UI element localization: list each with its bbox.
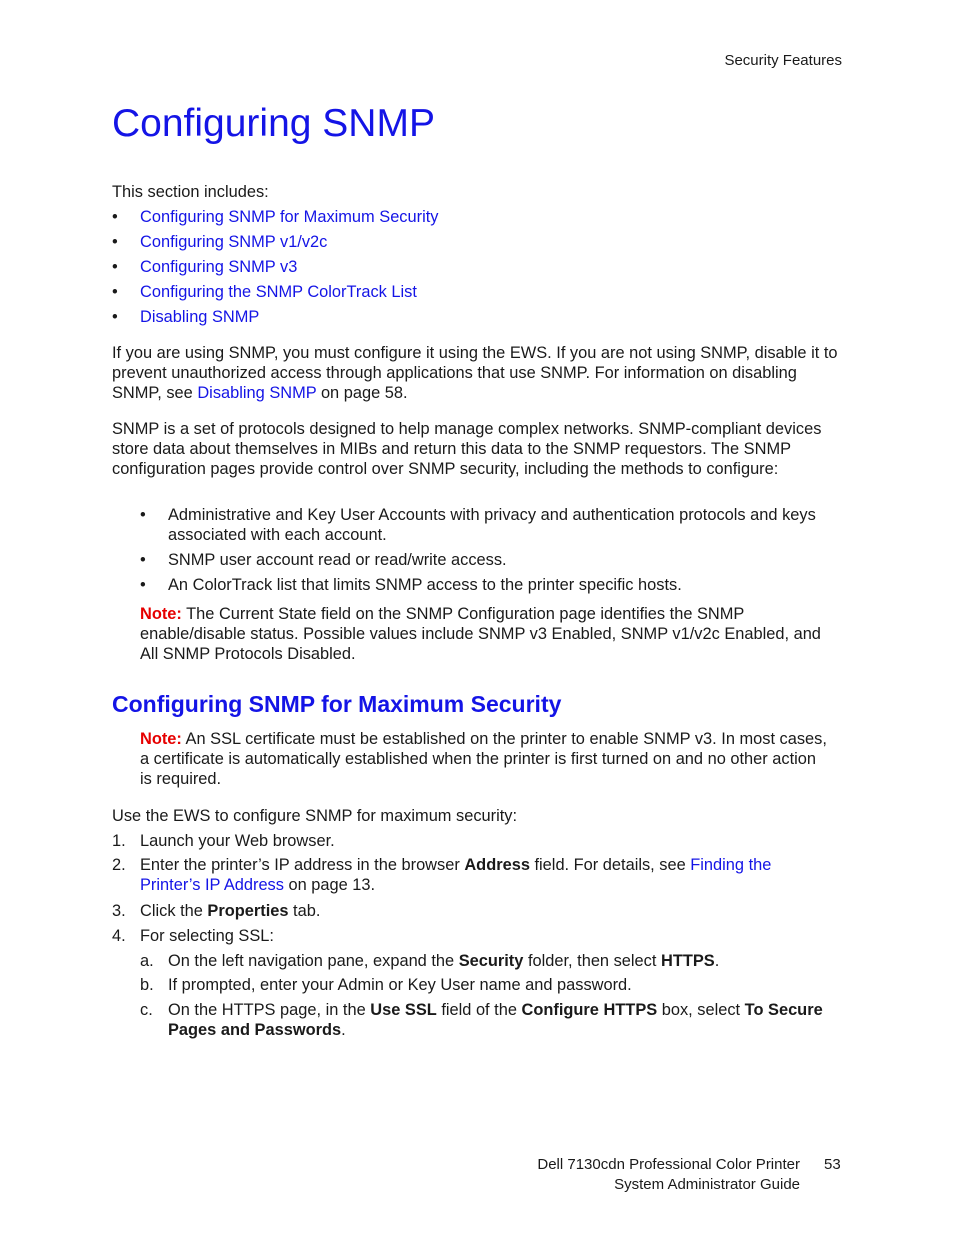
feature-item: An ColorTrack list that limits SNMP access to the printer specific hosts. bbox=[168, 576, 682, 594]
note-ssl bbox=[140, 729, 830, 789]
section-heading: Configuring SNMP for Maximum Security bbox=[112, 691, 562, 717]
bullet-marker: • bbox=[140, 551, 146, 569]
note-text: The Current State field on the SNMP Configuration page identifies the SNMP enable/disable status. Possible values include SNMP v3 Enabled, SNMP v1/v2c Enabled, and All SNMP Protocols Disabled. bbox=[140, 605, 821, 663]
toc-link-colortrack[interactable]: Configuring the SNMP ColorTrack List bbox=[140, 283, 417, 301]
paragraph-text: on page 58. bbox=[316, 384, 408, 402]
ui-term: To Secure Pages and Passwords bbox=[168, 1001, 823, 1039]
step-text: Enter the printer’s IP address in the browser bbox=[140, 856, 465, 874]
toc-link-max-security[interactable]: Configuring SNMP for Maximum Security bbox=[140, 208, 439, 226]
finding-ip-address-link[interactable]: Finding the Printer’s IP Address bbox=[140, 856, 772, 894]
page-footer bbox=[537, 1155, 800, 1195]
step-2 bbox=[140, 855, 820, 895]
substep-c bbox=[168, 1000, 828, 1040]
ui-term: Address bbox=[464, 856, 530, 874]
substep-letter: c. bbox=[140, 1001, 153, 1019]
step-text: . bbox=[341, 1021, 346, 1039]
substep-letter: b. bbox=[140, 976, 154, 994]
page-title: Configuring SNMP bbox=[112, 102, 435, 145]
step-3 bbox=[140, 901, 320, 921]
step-number: 3. bbox=[112, 902, 126, 920]
step-text: tab. bbox=[288, 902, 321, 920]
ui-term: Use SSL bbox=[370, 1001, 437, 1019]
ui-term: HTTPS bbox=[660, 952, 715, 970]
paragraph-text: If you are using SNMP, you must configure it using the EWS. If you are not using SNMP, disable it to prevent unauthorized access through applications that use SNMP. For information on disabling SNMP, see bbox=[112, 344, 838, 402]
substep-b: If prompted, enter your Admin or Key User name and password. bbox=[168, 976, 632, 994]
step-text: On the left navigation pane, expand the bbox=[168, 952, 459, 970]
step-text: On the HTTPS page, in the bbox=[168, 1001, 371, 1019]
note-snmp-state bbox=[140, 604, 840, 664]
feature-item: SNMP user account read or read/write access. bbox=[168, 551, 507, 569]
substep-letter: a. bbox=[140, 952, 154, 970]
feature-item: Administrative and Key User Accounts with privacy and authentication protocols and keys associated with each account. bbox=[168, 506, 816, 544]
procedure-lead: Use the EWS to configure SNMP for maximum security: bbox=[112, 807, 518, 825]
step-text: on page 13. bbox=[283, 876, 376, 894]
ui-term: Configure HTTPS bbox=[521, 1001, 658, 1019]
ui-term: Properties bbox=[207, 902, 289, 920]
bullet-marker: • bbox=[112, 233, 118, 251]
step-text: . bbox=[714, 952, 720, 970]
step-text: box, select bbox=[657, 1001, 745, 1019]
bullet-marker: • bbox=[140, 576, 146, 594]
ui-term: Security bbox=[458, 952, 524, 970]
bullet-marker: • bbox=[112, 208, 118, 226]
bullet-marker: • bbox=[112, 283, 118, 301]
intro-text: This section includes: bbox=[112, 183, 269, 201]
toc-link-v3[interactable]: Configuring SNMP v3 bbox=[140, 258, 298, 276]
disabling-snmp-link[interactable]: Disabling SNMP bbox=[197, 384, 317, 402]
footer-guide: System Administrator Guide bbox=[614, 1176, 800, 1193]
paragraph-ews bbox=[112, 343, 842, 403]
bullet-marker: • bbox=[112, 308, 118, 326]
note-label: Note: bbox=[140, 730, 182, 748]
paragraph-snmp-description: SNMP is a set of protocols designed to help manage complex networks. SNMP-compliant devices store data about themselves in MIBs and return this data to the SNMP requestors. The SNMP configuration pages provide control over SNMP security, including the methods to configure: bbox=[112, 420, 822, 478]
footer-product: Dell 7130cdn Professional Color Printer bbox=[537, 1156, 800, 1173]
step-text: field of the bbox=[436, 1001, 522, 1019]
step-1: Launch your Web browser. bbox=[140, 832, 335, 850]
step-text: Click the bbox=[140, 902, 208, 920]
toc-link-disabling[interactable]: Disabling SNMP bbox=[140, 308, 260, 326]
note-label: Note: bbox=[140, 605, 182, 623]
step-4: For selecting SSL: bbox=[140, 927, 274, 945]
bullet-marker: • bbox=[140, 506, 146, 524]
running-header: Security Features bbox=[724, 52, 842, 69]
step-number: 1. bbox=[112, 832, 126, 850]
note-text: An SSL certificate must be established on the printer to enable SNMP v3. In most cases, a certificate is automatically established when the printer is first turned on and no other action is required. bbox=[140, 730, 827, 788]
step-number: 4. bbox=[112, 927, 126, 945]
step-number: 2. bbox=[112, 856, 126, 874]
substep-a bbox=[168, 951, 719, 971]
step-text: folder, then select bbox=[523, 952, 661, 970]
step-text: field. For details, see bbox=[529, 856, 691, 874]
toc-link-v1v2c[interactable]: Configuring SNMP v1/v2c bbox=[140, 233, 328, 251]
page-number: 53 bbox=[824, 1156, 841, 1173]
bullet-marker: • bbox=[112, 258, 118, 276]
